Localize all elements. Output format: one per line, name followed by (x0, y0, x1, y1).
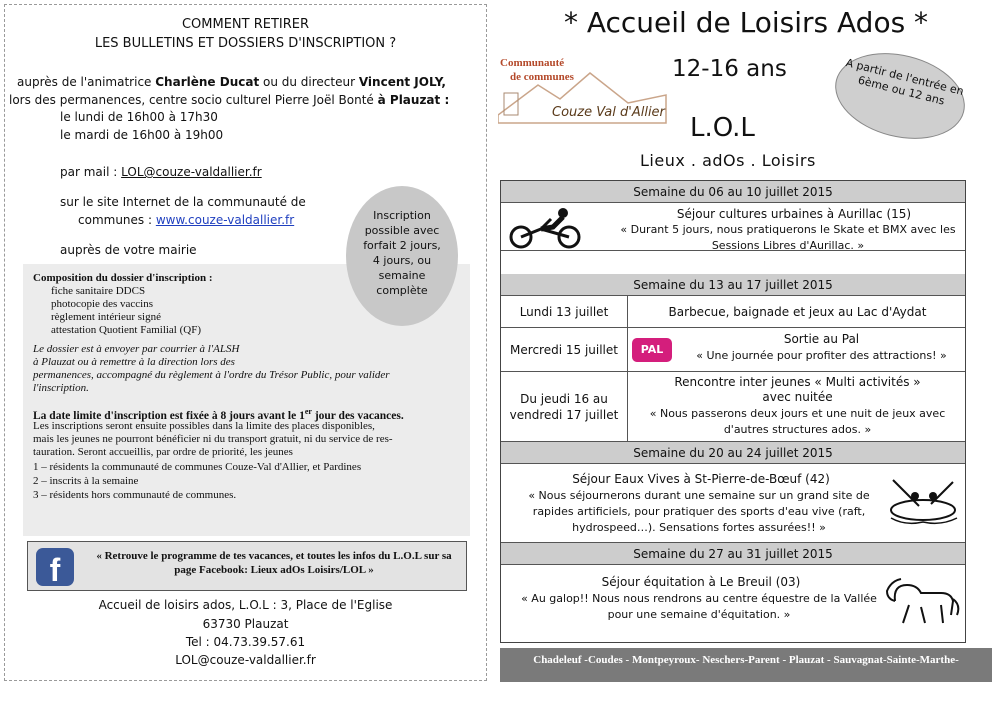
priority-item: 3 – résidents hors communauté de communes. (33, 489, 237, 501)
day-label: Mercredi 15 juillet (501, 328, 628, 371)
d1-title: Barbecue, baignade et jeux au Lac d'Aydat (668, 305, 927, 319)
intro-text: auprès de l'animatrice (17, 75, 156, 89)
composition-item: fiche sanitaire DDCS (51, 285, 146, 297)
main-title: * Accueil de Loisirs Ados * (563, 6, 929, 39)
logo-text-2: de communes (510, 71, 574, 83)
day-label: Du jeudi 16 au vendredi 17 juillet (501, 372, 628, 441)
w3-desc: « Nous séjournerons durant une semaine sur un grand site de rapides artificiels, pour pratiquer des sports d'eau vive (raft, hydrospeed…). Sensations fortes assurées!! » (528, 489, 870, 534)
d3-desc: « Nous passerons deux jours et une nuit de jeux avec d'autres structures ados. » (649, 407, 946, 436)
footer-email: LOL@couze-valdallier.fr (175, 653, 316, 667)
animatrice-name: Charlène Ducat (155, 75, 260, 89)
send-text-3: permanences, accompagné du règlement à l'ordre du Trésor Public, pour valider (33, 369, 390, 381)
day-row-3 (501, 372, 965, 442)
inscription-oval (346, 186, 458, 326)
bmx-icon (507, 207, 589, 249)
w4-title: Séjour équitation à Le Breuil (03) (601, 575, 801, 589)
deadline-sup: er (304, 407, 312, 416)
oval-text: Inscription possible avec forfait 2 jours, 4 jours, ou semaine complète (363, 209, 441, 297)
priority-item: 1 – résidents la communauté de communes Couze-Val d'Allier, et Pardines (33, 461, 362, 473)
week-header: Semaine du 13 au 17 juillet 2015 (501, 274, 965, 296)
footer-postcode: 63730 Plauzat (202, 617, 289, 631)
logo-text-3: Couze Val d'Allier (552, 105, 665, 120)
week-header: Semaine du 06 au 10 juillet 2015 (501, 181, 965, 203)
rules-3: tauration. Seront accueillis, par ordre de priorité, les jeunes (33, 446, 293, 458)
mail-link[interactable]: LOL@couze-valdallier.fr (121, 165, 262, 179)
plauzat-label: à Plauzat : (377, 93, 450, 107)
lol-subtitle: Lieux . adOs . Loisirs (640, 151, 816, 170)
day-label: Lundi 13 juillet (501, 296, 628, 327)
d2-title: Sortie au Pal (783, 332, 860, 346)
badge-text: A partir de l'entrée en 6ème ou 12 ans (844, 56, 966, 108)
d3-title-1: Rencontre inter jeunes « Multi activités » (674, 375, 921, 389)
logo-text-1: Communauté (500, 57, 565, 69)
left-panel (4, 4, 487, 681)
age-range: 12-16 ans (672, 56, 787, 82)
rules-2: mais les jeunes ne pourront bénéficier ni du transport gratuit, ni du service de res- (33, 433, 393, 445)
raft-icon (885, 474, 961, 530)
day-row-2 (501, 328, 965, 372)
week3-activity (501, 464, 965, 543)
w1-title: Séjour cultures urbaines à Aurillac (15) (676, 207, 912, 221)
mail-line (60, 165, 262, 179)
composition-item: attestation Quotient Familial (QF) (51, 324, 202, 336)
w1-desc: « Durant 5 jours, nous pratiquerons le Skate et BMX avec les Sessions Libres d'Aurillac. » (620, 223, 956, 252)
site-label: communes : (78, 213, 156, 227)
week4-activity (501, 565, 965, 644)
d2-desc: « Une journée pour profiter des attractions! » (696, 349, 947, 362)
facebook-text: « Retrouve le programme de tes vacances, et toutes les infos du L.O.L sur sa page Facebook: Lieux adOs Loisirs/LOL » (96, 550, 452, 576)
composition-title: Composition du dossier d'inscription : (33, 272, 213, 284)
mairie-line: auprès de votre mairie (60, 243, 197, 257)
intro-line-1 (17, 75, 446, 89)
footer-phone: Tel : 04.73.39.57.61 (185, 635, 306, 649)
lol-title: L.O.L (690, 113, 755, 143)
w4-desc: « Au galop!! Nous nous rendrons au centre équestre de la Vallée pour une semaine d'équitation. » (521, 592, 877, 621)
deadline-text-2: jour des vacances. (311, 409, 404, 422)
priority-item: 2 – inscrits à la semaine (33, 475, 139, 487)
w3-title: Séjour Eaux Vives à St-Pierre-de-Bœuf (42) (572, 472, 830, 486)
left-title-2: LES BULLETINS ET DOSSIERS D'INSCRIPTION ? (94, 36, 397, 51)
rules-1: Les inscriptions seront ensuite possibles dans la limite des places disponibles, (33, 420, 375, 432)
week-header: Semaine du 27 au 31 juillet 2015 (501, 543, 965, 565)
age-badge (826, 40, 974, 151)
permanence-text: lors des permanences, centre socio culturel Pierre Joël Bonté (9, 93, 378, 107)
send-text-2: à Plauzat ou à remettre à la direction lors des (33, 356, 235, 368)
week-header: Semaine du 20 au 24 juillet 2015 (501, 442, 965, 464)
deadline-text: La date limite d'inscription est fixée à 8 jours avant le 1 (33, 409, 305, 422)
program-table (500, 180, 966, 643)
site-line-1: sur le site Internet de la communauté de (60, 195, 306, 209)
directeur-name: Vincent JOLY, (358, 75, 446, 89)
facebook-box (27, 541, 467, 591)
left-title-1: COMMENT RETIRER (181, 17, 310, 32)
week1-activity (501, 203, 965, 251)
composition-item: règlement intérieur signé (51, 311, 161, 323)
composition-item: photocopie des vaccins (51, 298, 154, 310)
site-link[interactable]: www.couze-valdallier.fr (155, 213, 295, 227)
community-logo (498, 55, 668, 135)
send-text-4: l'inscription. (33, 382, 89, 394)
d3-title-2: avec nuitée (762, 390, 833, 404)
communes-bar: Chadeleuf -Coudes - Montpeyroux- Neschers-Parent - Plauzat - Sauvagnat-Sainte-Marthe- (500, 648, 992, 682)
hours-monday: le lundi de 16h00 à 17h30 (60, 110, 218, 124)
facebook-icon[interactable]: f (36, 548, 74, 586)
pal-logo-icon: PAL (632, 338, 672, 362)
site-line-2 (78, 213, 294, 227)
hours-tuesday: le mardi de 16h00 à 19h00 (60, 128, 224, 142)
horse-icon (881, 571, 961, 631)
send-text-1: Le dossier est à envoyer par courrier à l'ALSH (33, 343, 240, 355)
mail-label: par mail : (60, 165, 122, 179)
day-row-1 (501, 296, 965, 328)
intro-line-2 (9, 93, 449, 107)
footer-address: Accueil de loisirs ados, L.O.L : 3, Place de l'Eglise (98, 598, 393, 612)
intro-text-2: ou du directeur (259, 75, 359, 89)
